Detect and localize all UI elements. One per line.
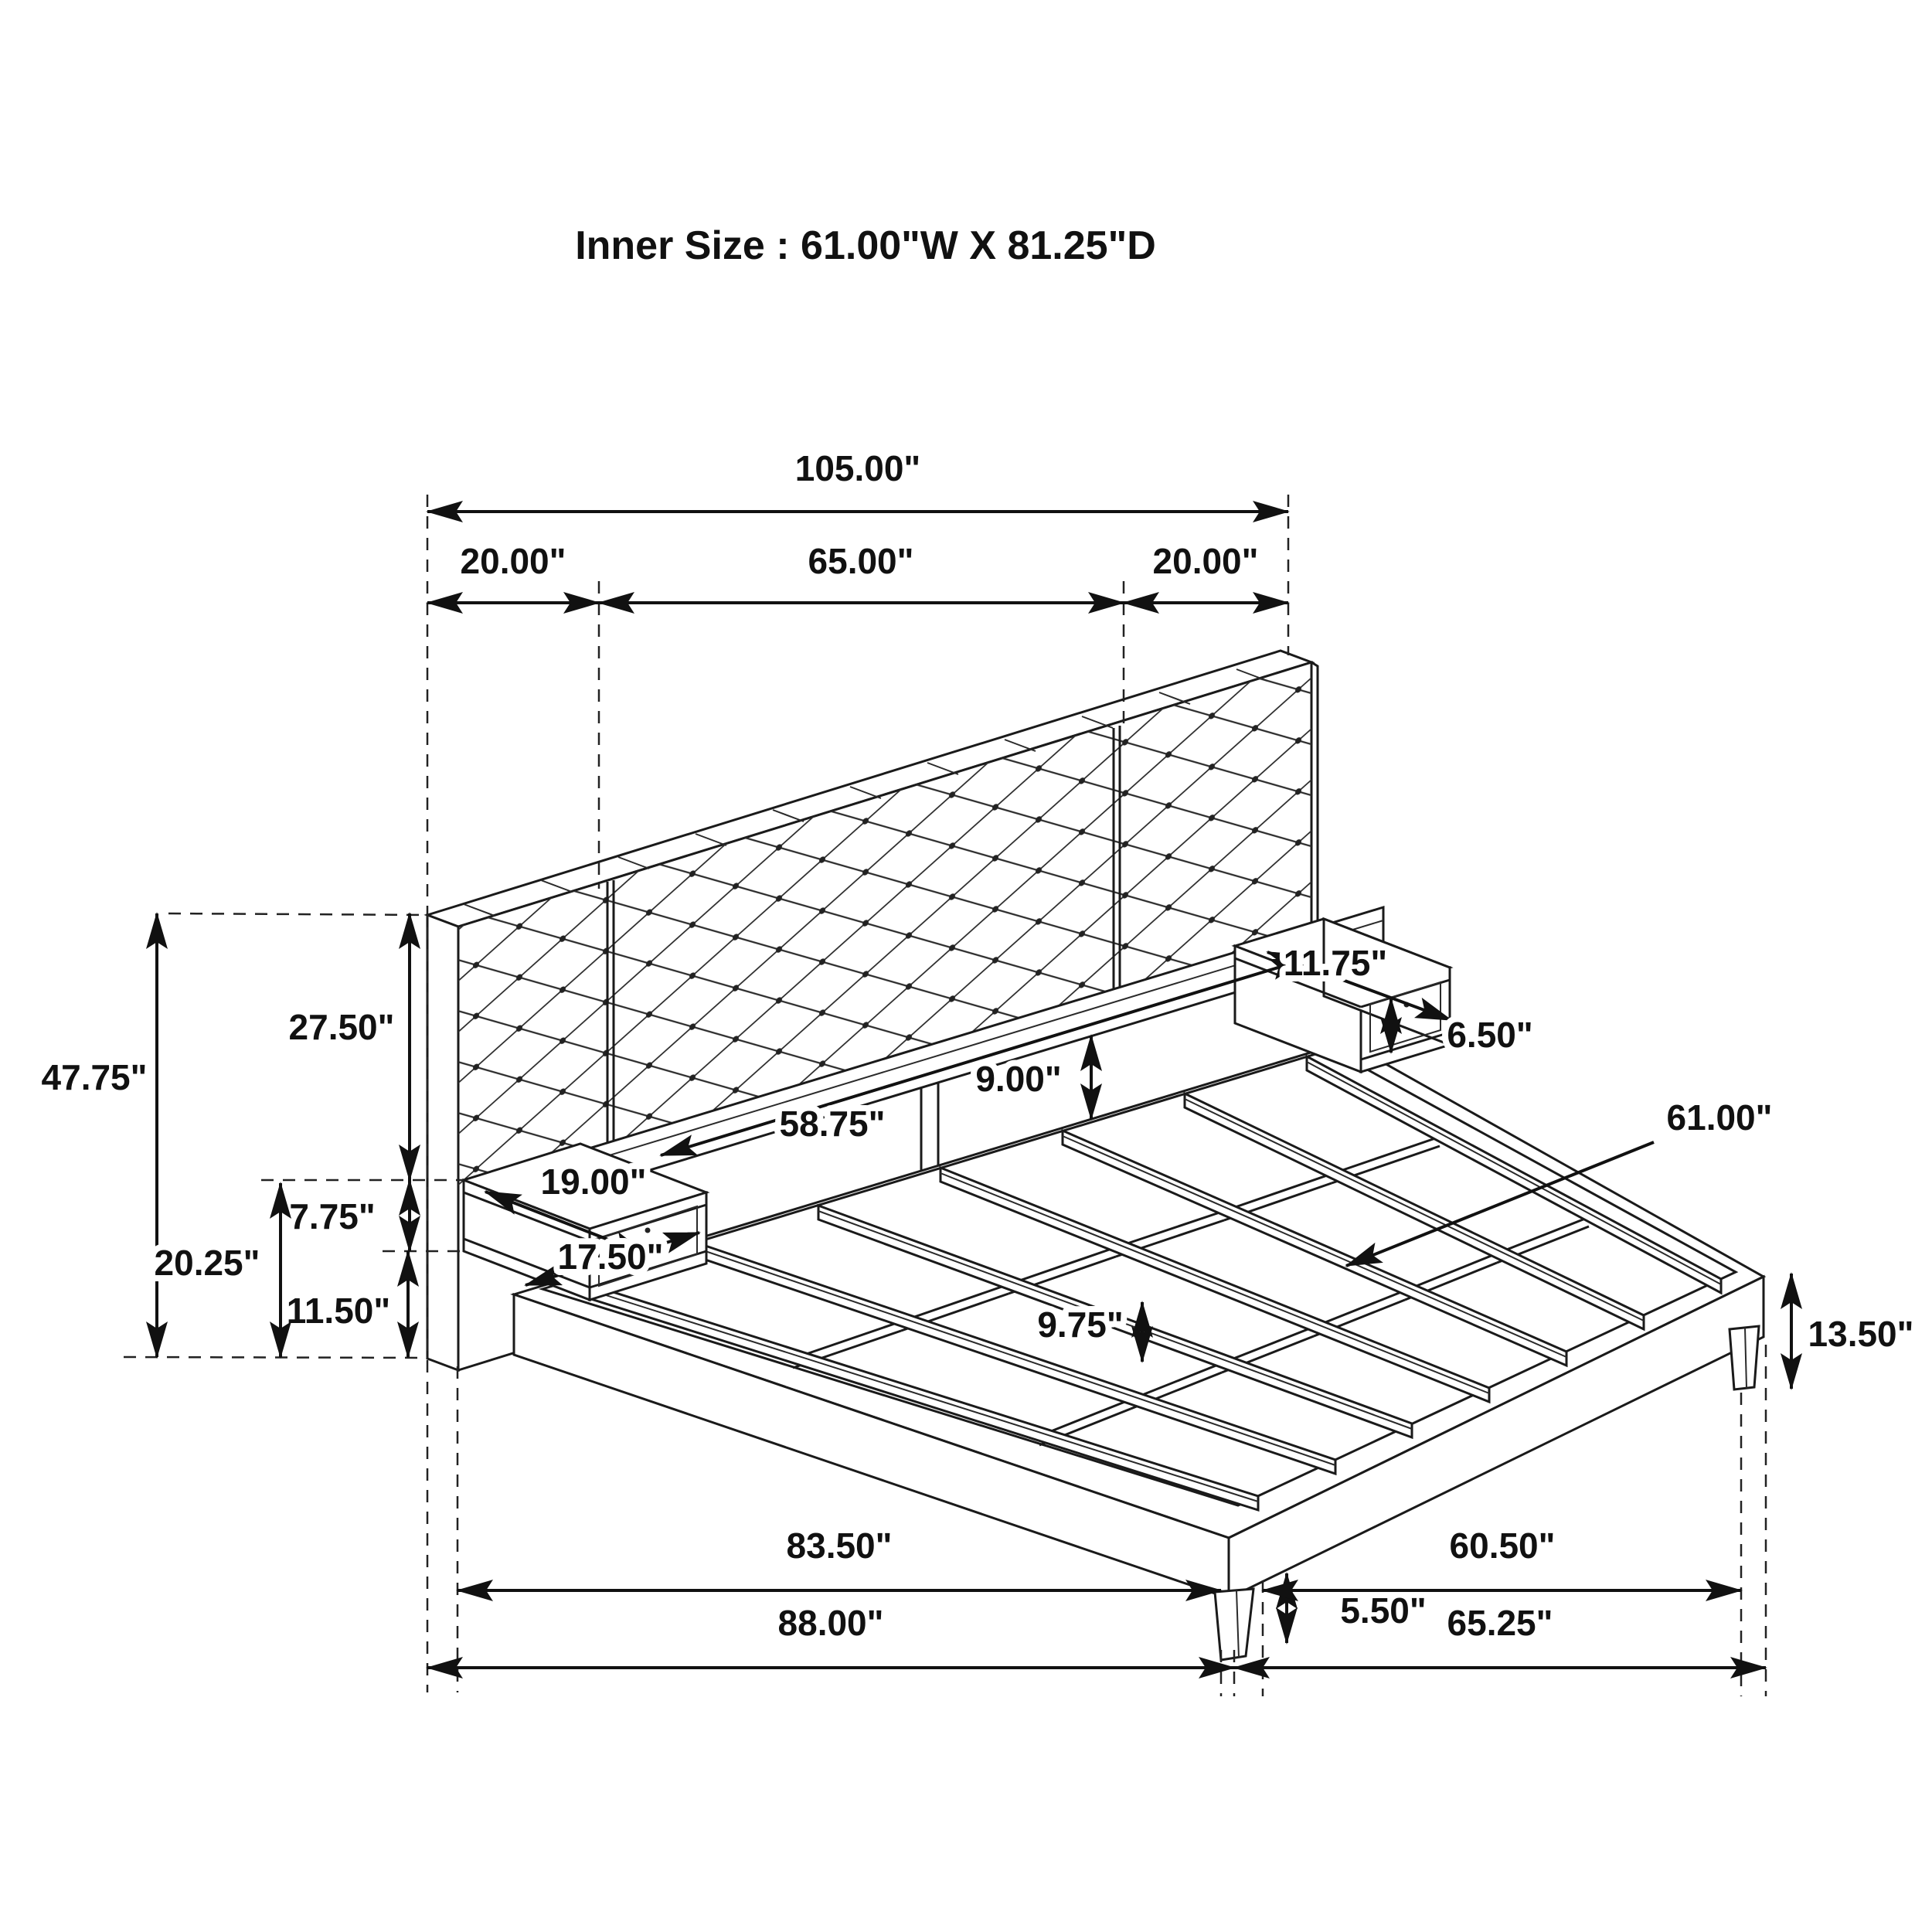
dim-label: 60.50" [1449,1526,1556,1566]
dim-panel-top-to-shelf [289,913,410,1180]
dim-label: 19.00" [540,1162,647,1202]
dim-shelf-bottom-to-floor [287,1251,408,1357]
dim-label: 105.00" [794,448,921,488]
dim-front-width-total [1234,1603,1766,1668]
dim-label: 17.50" [557,1236,664,1277]
dim-label: 65.00" [808,541,914,581]
dim-label: 88.00" [777,1603,884,1643]
dim-label: 65.25" [1447,1603,1553,1643]
dim-label: 7.75" [289,1196,376,1236]
dim-leg-height [1287,1573,1427,1643]
dim-left-panel-width [427,541,599,603]
dim-floor-to-shelf-top [155,1183,281,1357]
dim-panel-height [42,913,157,1357]
dim-label: 20.25" [154,1243,260,1283]
page-title: Inner Size : 61.00"W X 81.25"D [575,223,1156,268]
dim-label: 20.00" [460,541,566,581]
dim-label: 13.50" [1808,1314,1914,1354]
dim-platform-height [1791,1274,1913,1389]
dim-label: 5.50" [1340,1590,1427,1631]
front-right-leg [1730,1326,1759,1389]
front-left-leg [1215,1589,1253,1660]
dim-label: 9.00" [975,1059,1062,1099]
dim-headboard-width [599,541,1124,603]
dim-shelf-section-height [289,1180,410,1251]
dim-label: 61.00" [1666,1097,1773,1138]
dim-label: 58.75" [779,1104,886,1144]
dim-label: 20.00" [1152,541,1259,581]
dim-label: 83.50" [786,1526,893,1566]
dim-label: 6.50" [1447,1015,1533,1055]
dim-overall-width [427,448,1288,512]
dim-label: 9.75" [1037,1304,1124,1345]
dim-right-panel-width [1124,541,1288,603]
dim-label: 11.75" [1283,943,1388,983]
dim-label: 27.50" [288,1007,395,1047]
dim-label: 11.50" [286,1291,391,1331]
dim-total-depth [427,1603,1234,1668]
dim-label: 47.75" [41,1057,148,1097]
